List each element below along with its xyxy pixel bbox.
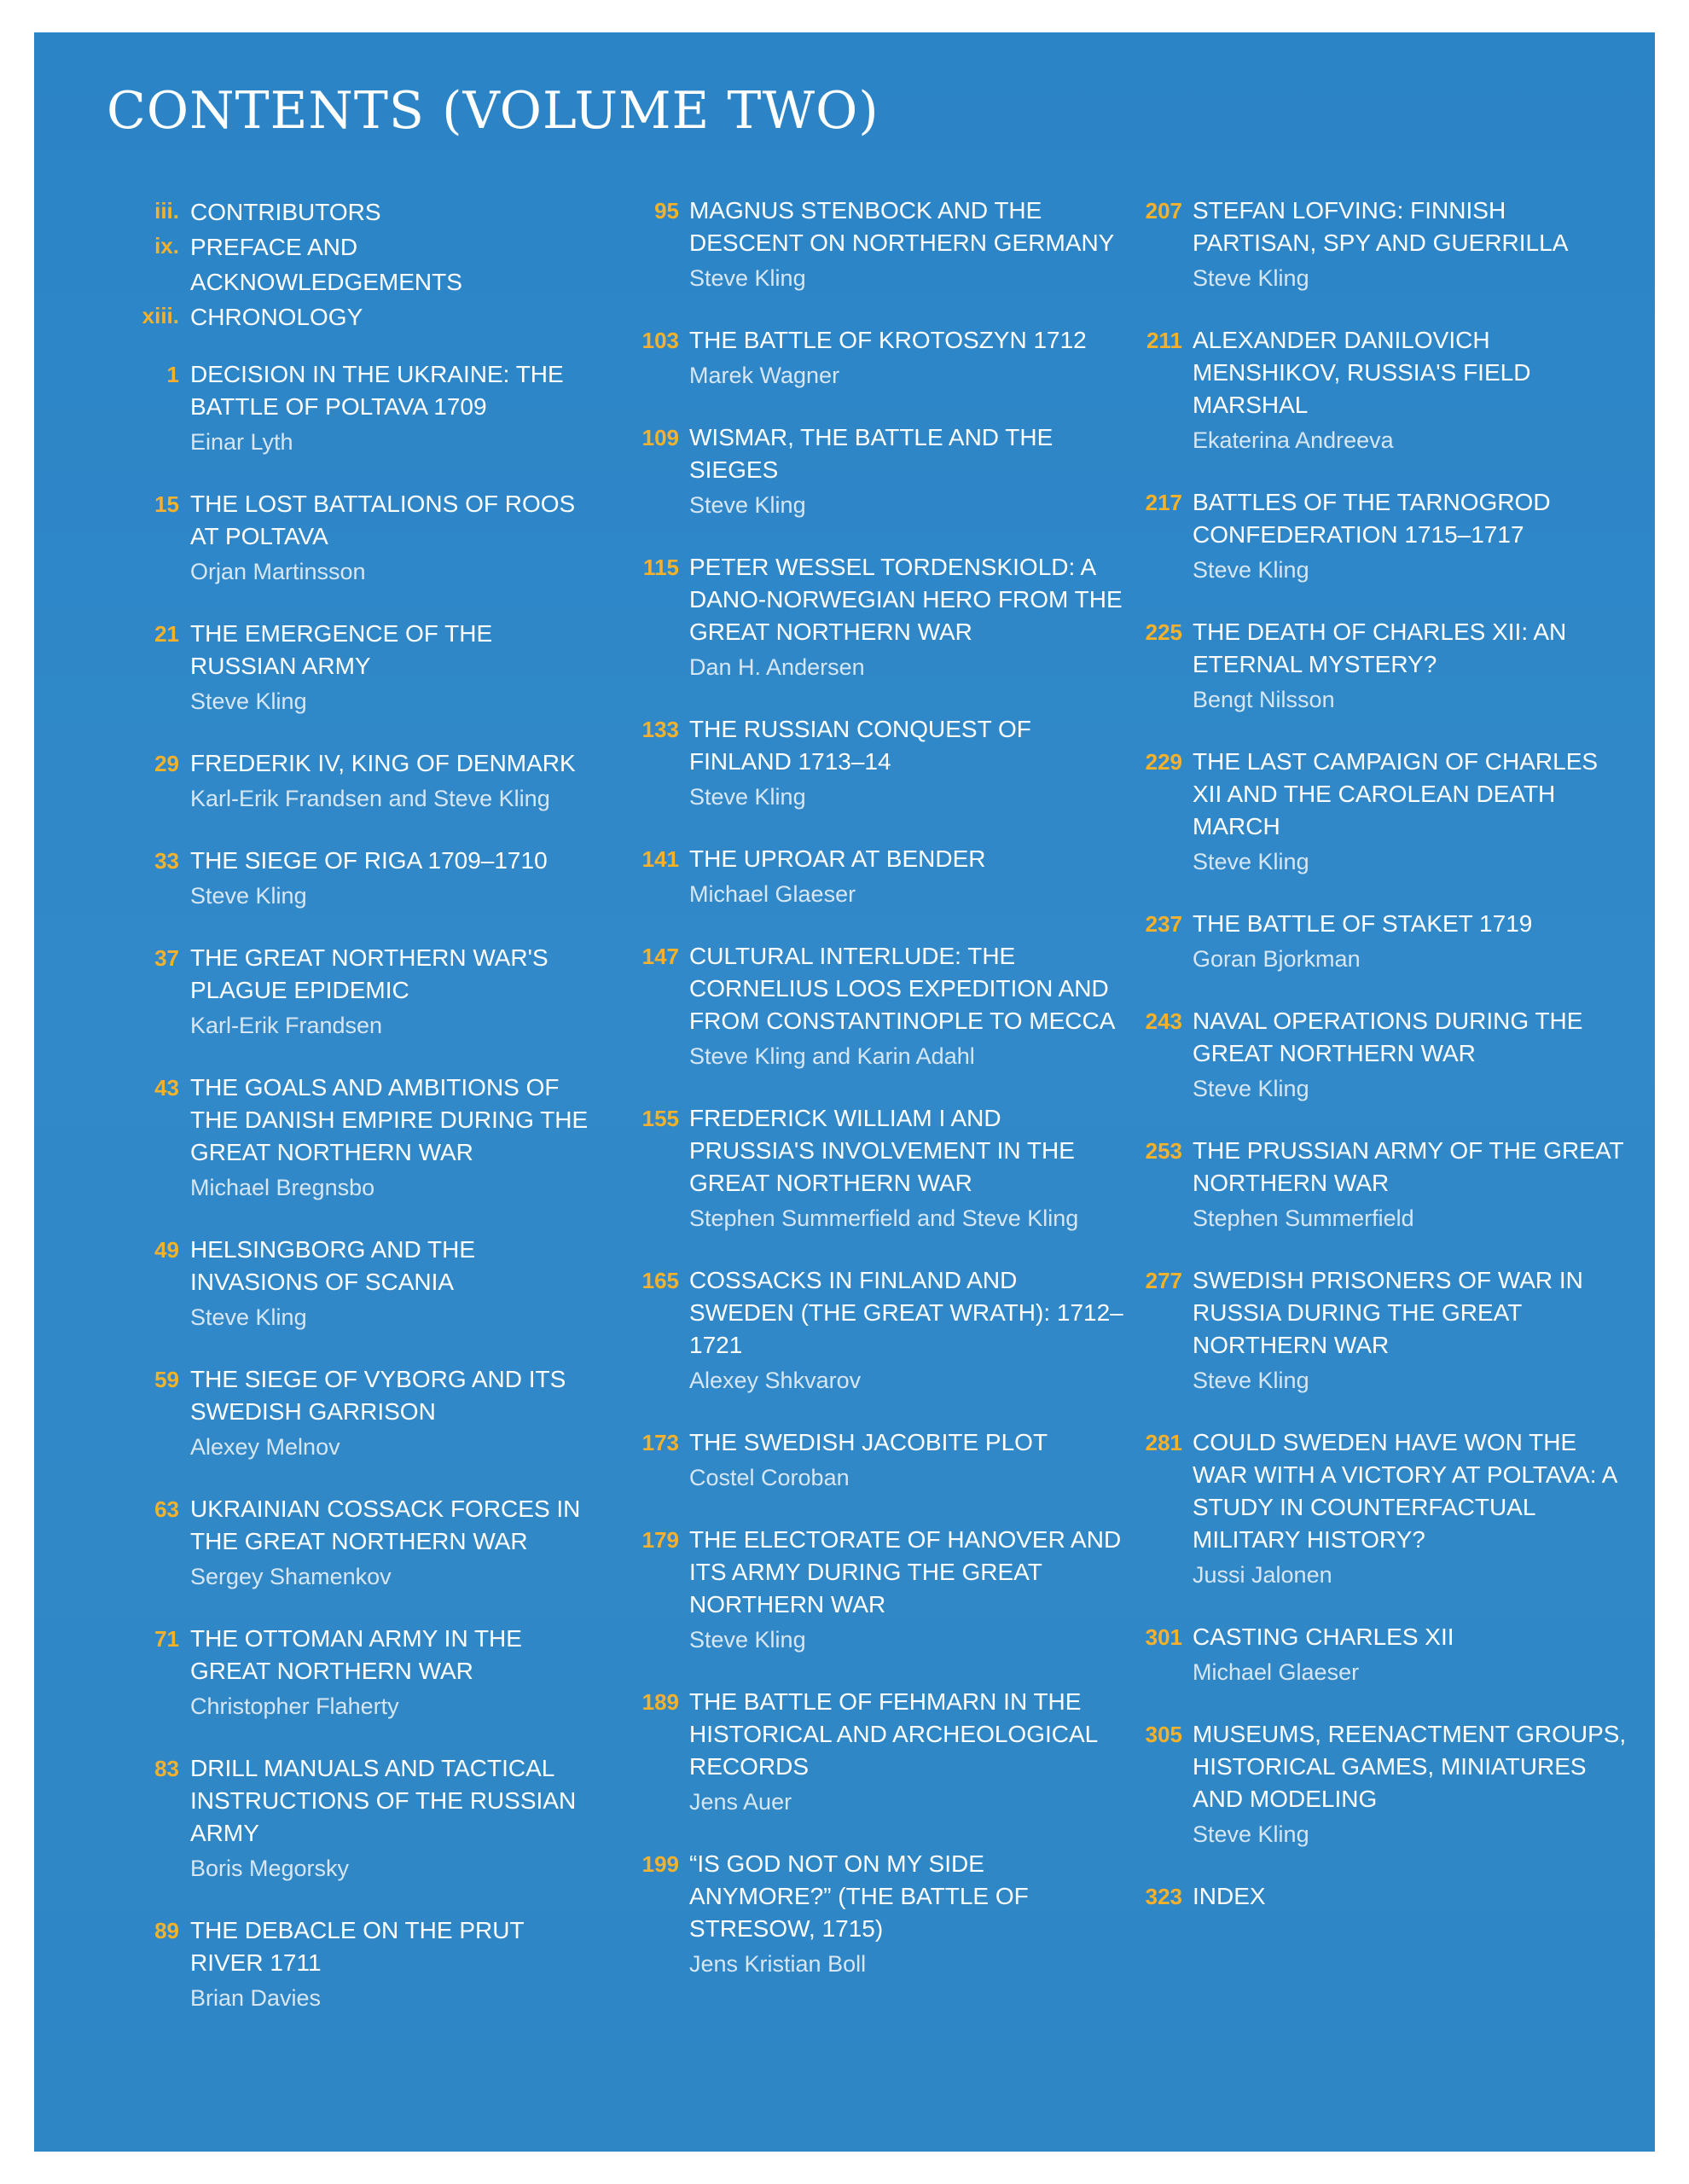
toc-entry-body bbox=[190, 1623, 593, 1723]
toc-page-number: iii. bbox=[154, 198, 179, 224]
toc-entry-body bbox=[1193, 1264, 1629, 1397]
toc-entry-body bbox=[190, 618, 593, 718]
toc-entry-author: Steve Kling bbox=[689, 265, 806, 291]
toc-page-number: 115 bbox=[643, 555, 679, 580]
toc-entry-author: Steve Kling bbox=[1193, 265, 1309, 291]
toc-entry-body bbox=[689, 421, 1126, 522]
toc-page-number: 229 bbox=[1145, 749, 1182, 775]
toc-page-number: 133 bbox=[641, 717, 679, 742]
toc-entry-title: THE UPROAR AT BENDER bbox=[689, 845, 986, 872]
toc-entry bbox=[614, 195, 1126, 295]
toc-entry-title: BATTLES OF THE TARNOGROD CONFEDERATION 1715–1717 bbox=[1193, 489, 1551, 548]
toc-page-number: 29 bbox=[154, 751, 179, 776]
toc-entry-title: PREFACE AND ACKNOWLEDGEMENTS bbox=[190, 234, 462, 295]
toc-entry-author: Goran Bjorkman bbox=[1193, 946, 1361, 972]
toc-entry-title: MUSEUMS, REENACTMENT GROUPS, HISTORICAL GAMES, MINIATURES AND MODELING bbox=[1193, 1721, 1627, 1812]
toc-entry-body bbox=[190, 1072, 593, 1205]
toc-entry-body bbox=[1193, 1135, 1629, 1235]
toc-entry-author: Christopher Flaherty bbox=[190, 1693, 399, 1719]
toc-entry-body bbox=[190, 845, 593, 913]
toc-entry bbox=[115, 618, 593, 718]
toc-entry bbox=[614, 1848, 1126, 1981]
toc-page-number: 173 bbox=[641, 1430, 679, 1455]
toc-entry bbox=[614, 1102, 1126, 1235]
toc-entry bbox=[1117, 1135, 1629, 1235]
toc-entry-title: HELSINGBORG AND THE INVASIONS OF SCANIA bbox=[190, 1236, 476, 1295]
toc-entry bbox=[1117, 1426, 1629, 1592]
toc-entry-author: Jens Auer bbox=[689, 1789, 792, 1815]
toc-entry-body bbox=[190, 1234, 593, 1334]
toc-entry-author: Michael Glaeser bbox=[1193, 1659, 1360, 1685]
toc-page-number: 281 bbox=[1145, 1430, 1182, 1455]
toc-entry bbox=[614, 1264, 1126, 1397]
toc-entry-title: “IS GOD NOT ON MY SIDE ANYMORE?” (THE BATTLE OF STRESOW, 1715) bbox=[689, 1850, 1029, 1942]
toc-entry-body bbox=[689, 1524, 1126, 1657]
toc-entry-title: STEFAN LOFVING: FINNISH PARTISAN, SPY AND GUERRILLA bbox=[1193, 197, 1569, 256]
toc-entry-author: Jens Kristian Boll bbox=[689, 1951, 867, 1977]
toc-page-number: ix. bbox=[154, 233, 179, 258]
toc-page-number: 155 bbox=[641, 1106, 679, 1131]
toc-entry-author: Steve Kling bbox=[190, 688, 307, 714]
toc-entry-author: Jussi Jalonen bbox=[1193, 1562, 1332, 1588]
toc-entry-body bbox=[689, 551, 1126, 684]
toc-entry-author: Ekaterina Andreeva bbox=[1193, 427, 1394, 453]
toc-entry-body bbox=[689, 324, 1126, 392]
toc-page-number: 89 bbox=[154, 1918, 179, 1943]
toc-entry bbox=[1117, 908, 1629, 976]
toc-page-number: xiii. bbox=[142, 303, 179, 328]
toc-entry-title: THE BATTLE OF STAKET 1719 bbox=[1193, 910, 1533, 937]
toc-entry-body bbox=[190, 747, 593, 816]
toc-entry bbox=[1117, 616, 1629, 717]
toc-entry-body bbox=[190, 195, 593, 229]
toc-entry-author: Steve Kling and Karin Adahl bbox=[689, 1043, 975, 1069]
toc-page-number: 179 bbox=[641, 1527, 679, 1553]
toc-entry bbox=[115, 1752, 593, 1885]
toc-entry-title: ALEXANDER DANILOVICH MENSHIKOV, RUSSIA'S FIELD MARSHAL bbox=[1193, 327, 1531, 418]
toc-entry-title: DECISION IN THE UKRAINE: THE BATTLE OF POLTAVA 1709 bbox=[190, 361, 564, 420]
toc-entry bbox=[1117, 746, 1629, 879]
toc-entry-body bbox=[689, 1686, 1126, 1819]
toc-entry-body bbox=[1193, 746, 1629, 879]
toc-page-number: 21 bbox=[154, 621, 179, 647]
toc-entry-body bbox=[190, 488, 593, 589]
toc-entry-body bbox=[689, 940, 1126, 1073]
contents-column-1 bbox=[115, 195, 593, 2015]
toc-entry-title: MAGNUS STENBOCK AND THE DESCENT ON NORTHERN GERMANY bbox=[689, 197, 1115, 256]
toc-entry-author: Karl-Erik Frandsen bbox=[190, 1013, 383, 1038]
toc-entry-title: NAVAL OPERATIONS DURING THE GREAT NORTHERN WAR bbox=[1193, 1008, 1583, 1066]
toc-page-number: 301 bbox=[1145, 1624, 1182, 1650]
toc-page-number: 217 bbox=[1145, 490, 1182, 515]
toc-entry-author: Boris Megorsky bbox=[190, 1856, 350, 1881]
toc-entry-title: THE GOALS AND AMBITIONS OF THE DANISH EMPIRE DURING THE GREAT NORTHERN WAR bbox=[190, 1074, 589, 1165]
toc-entry-body bbox=[689, 1426, 1126, 1495]
toc-entry-author: Dan H. Andersen bbox=[689, 654, 865, 680]
toc-entry-author: Orjan Martinsson bbox=[190, 559, 366, 584]
toc-entry-title: THE RUSSIAN CONQUEST OF FINLAND 1713–14 bbox=[689, 716, 1031, 775]
toc-page-number: 15 bbox=[154, 491, 179, 517]
toc-entry-title: COSSACKS IN FINLAND AND SWEDEN (THE GREAT WRATH): 1712–1721 bbox=[689, 1267, 1123, 1358]
toc-entry-body bbox=[1193, 1718, 1629, 1851]
toc-entry-title: THE SWEDISH JACOBITE PLOT bbox=[689, 1429, 1048, 1455]
toc-entry bbox=[1117, 195, 1629, 295]
toc-entry bbox=[115, 299, 593, 334]
toc-entry-title: THE PRUSSIAN ARMY OF THE GREAT NORTHERN WAR bbox=[1193, 1137, 1624, 1196]
contents-column-2 bbox=[614, 195, 1126, 1981]
toc-entry bbox=[614, 1426, 1126, 1495]
toc-entry bbox=[115, 488, 593, 589]
toc-page-number: 305 bbox=[1145, 1722, 1182, 1747]
toc-entry bbox=[1117, 1264, 1629, 1397]
toc-page-number: 147 bbox=[641, 944, 679, 969]
toc-entry bbox=[115, 229, 593, 299]
toc-page-number: 109 bbox=[641, 425, 679, 450]
toc-entry-body bbox=[1193, 1880, 1629, 1913]
toc-entry-title: CONTRIBUTORS bbox=[190, 199, 381, 225]
toc-page-number: 199 bbox=[641, 1851, 679, 1877]
toc-entry-author: Steve Kling bbox=[689, 492, 806, 518]
toc-entry-body bbox=[689, 713, 1126, 814]
toc-entry-title: THE GREAT NORTHERN WAR'S PLAGUE EPIDEMIC bbox=[190, 944, 548, 1003]
toc-entry-body bbox=[1193, 616, 1629, 717]
toc-entry-body bbox=[1193, 1005, 1629, 1106]
toc-entry bbox=[115, 1072, 593, 1205]
toc-entry-body bbox=[1193, 1621, 1629, 1689]
toc-entry-author: Michael Glaeser bbox=[689, 881, 856, 907]
toc-entry-body bbox=[689, 195, 1126, 295]
toc-entry-body bbox=[1193, 195, 1629, 295]
toc-entry-title: COULD SWEDEN HAVE WON THE WAR WITH A VICTORY AT POLTAVA: A STUDY IN COUNTERFACTUAL MILITARY HISTORY? bbox=[1193, 1429, 1616, 1553]
toc-page-number: 49 bbox=[154, 1237, 179, 1263]
toc-page-number: 225 bbox=[1145, 619, 1182, 645]
toc-entry-title: THE BATTLE OF KROTOSZYN 1712 bbox=[689, 327, 1087, 353]
toc-entry-author: Steve Kling bbox=[1193, 1076, 1309, 1101]
toc-page-number: 141 bbox=[641, 846, 679, 872]
toc-page-number: 33 bbox=[154, 848, 179, 874]
toc-page-number: 37 bbox=[154, 945, 179, 971]
toc-page-number: 63 bbox=[154, 1496, 179, 1522]
toc-entry-title: FREDERIK IV, KING OF DENMARK bbox=[190, 750, 576, 776]
toc-entry-body bbox=[190, 299, 593, 334]
toc-entry-body bbox=[1193, 908, 1629, 976]
toc-entry-body bbox=[1193, 324, 1629, 457]
toc-page-number: 59 bbox=[154, 1367, 179, 1392]
toc-entry-author: Steve Kling bbox=[190, 1304, 307, 1330]
toc-entry-title: THE BATTLE OF FEHMARN IN THE HISTORICAL AND ARCHEOLOGICAL RECORDS bbox=[689, 1688, 1098, 1780]
toc-entry-body bbox=[1193, 486, 1629, 587]
toc-entry bbox=[115, 845, 593, 913]
toc-entry-title: FREDERICK WILLIAM I AND PRUSSIA'S INVOLVEMENT IN THE GREAT NORTHERN WAR bbox=[689, 1105, 1075, 1196]
toc-entry-title: THE OTTOMAN ARMY IN THE GREAT NORTHERN WAR bbox=[190, 1625, 522, 1684]
toc-entry-title: THE DEBACLE ON THE PRUT RIVER 1711 bbox=[190, 1917, 525, 1976]
toc-page-number: 211 bbox=[1146, 328, 1182, 353]
toc-entry bbox=[1117, 486, 1629, 587]
toc-entry-body bbox=[190, 1752, 593, 1885]
toc-entry-body bbox=[689, 1264, 1126, 1397]
toc-entry bbox=[614, 324, 1126, 392]
toc-entry-title: CULTURAL INTERLUDE: THE CORNELIUS LOOS EXPEDITION AND FROM CONSTANTINOPLE TO MECCA bbox=[689, 943, 1116, 1034]
toc-entry bbox=[115, 1234, 593, 1334]
toc-page-number: 1 bbox=[166, 362, 179, 387]
toc-entry-body bbox=[689, 843, 1126, 911]
toc-entry-author: Brian Davies bbox=[190, 1985, 322, 2011]
toc-entry bbox=[115, 747, 593, 816]
contents-column-3 bbox=[1117, 195, 1629, 1913]
toc-entry-author: Steve Kling bbox=[1193, 1368, 1309, 1393]
toc-entry-title: INDEX bbox=[1193, 1883, 1266, 1909]
toc-entry-body bbox=[689, 1102, 1126, 1235]
toc-entry-body bbox=[190, 229, 593, 299]
toc-entry-body bbox=[1193, 1426, 1629, 1592]
toc-entry-title: PETER WESSEL TORDENSKIOLD: A DANO-NORWEGIAN HERO FROM THE GREAT NORTHERN WAR bbox=[689, 554, 1123, 645]
toc-entry bbox=[1117, 1718, 1629, 1851]
toc-entry-author: Steve Kling bbox=[689, 1627, 806, 1653]
toc-entry-body bbox=[190, 942, 593, 1043]
toc-entry-body bbox=[689, 1848, 1126, 1981]
toc-entry-author: Michael Bregnsbo bbox=[190, 1175, 375, 1200]
toc-page-number: 207 bbox=[1145, 198, 1182, 224]
page-title: CONTENTS (VOLUME TWO) bbox=[107, 81, 879, 141]
toc-page-number: 277 bbox=[1145, 1268, 1182, 1293]
toc-entry-title: UKRAINIAN COSSACK FORCES IN THE GREAT NORTHERN WAR bbox=[190, 1496, 581, 1554]
toc-entry-author: Steve Kling bbox=[1193, 1821, 1309, 1847]
toc-entry bbox=[1117, 1005, 1629, 1106]
toc-entry-author: Marek Wagner bbox=[689, 363, 840, 388]
toc-page-number: 253 bbox=[1145, 1138, 1182, 1164]
toc-entry-title: THE ELECTORATE OF HANOVER AND ITS ARMY DURING THE GREAT NORTHERN WAR bbox=[689, 1526, 1122, 1618]
toc-entry-author: Steve Kling bbox=[1193, 557, 1309, 583]
toc-entry-title: THE SIEGE OF RIGA 1709–1710 bbox=[190, 847, 548, 874]
toc-entry-title: THE DEATH OF CHARLES XII: AN ETERNAL MYSTERY? bbox=[1193, 619, 1567, 677]
toc-page-number: 83 bbox=[154, 1756, 179, 1781]
toc-entry-author: Alexey Melnov bbox=[190, 1434, 340, 1460]
toc-entry-title: THE EMERGENCE OF THE RUSSIAN ARMY bbox=[190, 620, 493, 679]
toc-entry-title: CASTING CHARLES XII bbox=[1193, 1623, 1454, 1650]
toc-entry-author: Steve Kling bbox=[190, 883, 307, 909]
toc-entry-author: Karl-Erik Frandsen and Steve Kling bbox=[190, 786, 550, 811]
toc-entry-author: Stephen Summerfield bbox=[1193, 1205, 1414, 1231]
toc-entry-title: THE LAST CAMPAIGN OF CHARLES XII AND THE CAROLEAN DEATH MARCH bbox=[1193, 748, 1599, 839]
toc-entry bbox=[115, 195, 593, 229]
toc-entry bbox=[115, 1363, 593, 1464]
toc-page-number: 189 bbox=[641, 1689, 679, 1715]
toc-entry bbox=[115, 942, 593, 1043]
toc-page-number: 103 bbox=[641, 328, 679, 353]
toc-entry bbox=[1117, 1880, 1629, 1913]
toc-entry-author: Bengt Nilsson bbox=[1193, 687, 1335, 712]
toc-entry-title: DRILL MANUALS AND TACTICAL INSTRUCTIONS OF THE RUSSIAN ARMY bbox=[190, 1755, 577, 1846]
toc-entry-body bbox=[190, 1914, 593, 2015]
toc-page-number: 323 bbox=[1145, 1884, 1182, 1909]
toc-entry bbox=[614, 940, 1126, 1073]
toc-entry bbox=[614, 843, 1126, 911]
toc-entry bbox=[614, 421, 1126, 522]
toc-entry bbox=[614, 1524, 1126, 1657]
toc-entry bbox=[1117, 1621, 1629, 1689]
toc-entry-body bbox=[190, 358, 593, 459]
toc-entry bbox=[614, 713, 1126, 814]
toc-entry-title: SWEDISH PRISONERS OF WAR IN RUSSIA DURING THE GREAT NORTHERN WAR bbox=[1193, 1267, 1583, 1358]
toc-page-number: 71 bbox=[154, 1626, 179, 1652]
toc-entry-author: Einar Lyth bbox=[190, 429, 293, 455]
toc-entry-author: Stephen Summerfield and Steve Kling bbox=[689, 1205, 1079, 1231]
toc-entry-title: WISMAR, THE BATTLE AND THE SIEGES bbox=[689, 424, 1053, 483]
toc-entry bbox=[115, 358, 593, 459]
toc-entry bbox=[614, 551, 1126, 684]
toc-entry-title: CHRONOLOGY bbox=[190, 304, 363, 330]
toc-entry-body bbox=[190, 1493, 593, 1594]
toc-entry-author: Sergey Shamenkov bbox=[190, 1564, 392, 1589]
toc-page-number: 43 bbox=[154, 1075, 179, 1101]
toc-entry bbox=[115, 1914, 593, 2015]
toc-entry-author: Steve Kling bbox=[1193, 849, 1309, 874]
toc-entry-body bbox=[190, 1363, 593, 1464]
toc-page-number: 95 bbox=[654, 198, 679, 224]
toc-entry bbox=[1117, 324, 1629, 457]
toc-entry bbox=[614, 1686, 1126, 1819]
toc-entry-author: Steve Kling bbox=[689, 784, 806, 810]
toc-entry-title: THE SIEGE OF VYBORG AND ITS SWEDISH GARRISON bbox=[190, 1366, 566, 1425]
toc-entry-author: Alexey Shkvarov bbox=[689, 1368, 862, 1393]
toc-page-number: 237 bbox=[1145, 911, 1182, 937]
toc-entry-title: THE LOST BATTALIONS OF ROOS AT POLTAVA bbox=[190, 491, 576, 549]
toc-page-number: 243 bbox=[1145, 1008, 1182, 1034]
toc-page-number: 165 bbox=[641, 1268, 679, 1293]
toc-entry bbox=[115, 1493, 593, 1594]
toc-entry bbox=[115, 1623, 593, 1723]
toc-entry-author: Costel Coroban bbox=[689, 1465, 850, 1490]
